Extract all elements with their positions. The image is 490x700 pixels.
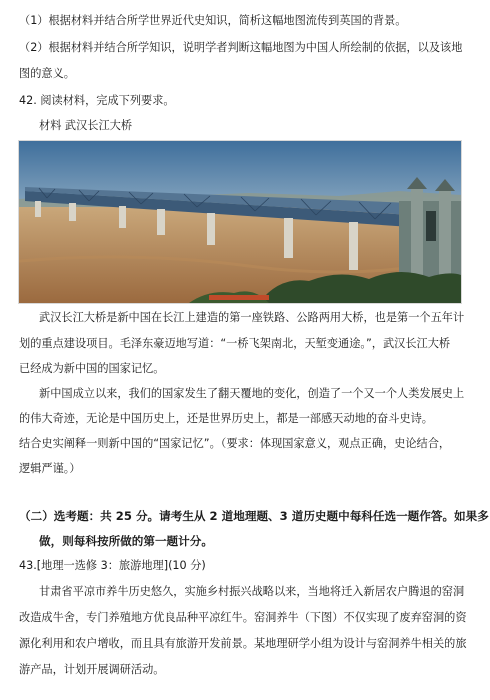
question-1-text: （1）根据材料并结合所学世界近代史知识，简析这幅地图流传到英国的背景。 <box>19 14 407 27</box>
para2-line2: 的伟大奇迹，无论是中国历史上，还是世界历史上，都是一部感天动地的奋斗史诗。 <box>19 412 433 425</box>
para4-line2: 改造成牛舍，专门养殖地方优良品种平凉红牛。窑洞养牛（下图）不仅实现了废弃窑洞的资 <box>19 611 467 624</box>
para4-line1: 甘肃省平凉市养牛历史悠久，实施乡村振兴战略以来，当地将迁入新居农户腾退的窑洞 <box>39 585 465 598</box>
section-2-heading-line2: 做，则每科按所做的第一题计分。 <box>39 534 213 548</box>
question-42-heading: 42. 阅读材料，完成下列要求。 <box>19 94 175 107</box>
para2-line1: 新中国成立以来，我们的国家发生了翻天覆地的变化，创造了一个又一个人类发展史上 <box>39 387 465 400</box>
question-2-text-line1: （2）根据材料并结合所学知识，说明学者判断这幅地图为中国人所绘制的依据，以及该地 <box>19 41 463 54</box>
question-43-heading: 43.[地理一选修 3：旅游地理](10 分) <box>19 559 206 572</box>
section-2-heading-line1: （二）选考题：共 25 分。请考生从 2 道地理题、3 道历史题中每科任选一题作答。如果多 <box>19 509 489 523</box>
task-line1: 结合史实阐释一则新中国的“国家记忆”。（要求：体现国家意义，观点正确，史论结合， <box>19 437 451 450</box>
para1-line1: 武汉长江大桥是新中国在长江上建造的第一座铁路、公路两用大桥，也是第一个五年计 <box>39 311 465 324</box>
para4-line4: 游产品，计划开展调研活动。 <box>19 663 165 676</box>
bridge-photo <box>18 140 462 304</box>
para1-line2: 划的重点建设项目。毛泽东豪迈地写道：“一桥飞架南北，天堑变通途。”，武汉长江大桥 <box>19 337 451 350</box>
para1-line3: 已经成为新中国的国家记忆。 <box>19 362 165 375</box>
material-title: 材料 武汉长江大桥 <box>39 119 133 132</box>
question-2-text-line2: 图的意义。 <box>19 67 75 80</box>
task-line2: 逻辑严谨。） <box>19 462 81 475</box>
para4-line3: 源化利用和农户增收，而且具有旅游开发前景。某地理研学小组为设计与窑洞养牛相关的旅 <box>19 637 467 650</box>
